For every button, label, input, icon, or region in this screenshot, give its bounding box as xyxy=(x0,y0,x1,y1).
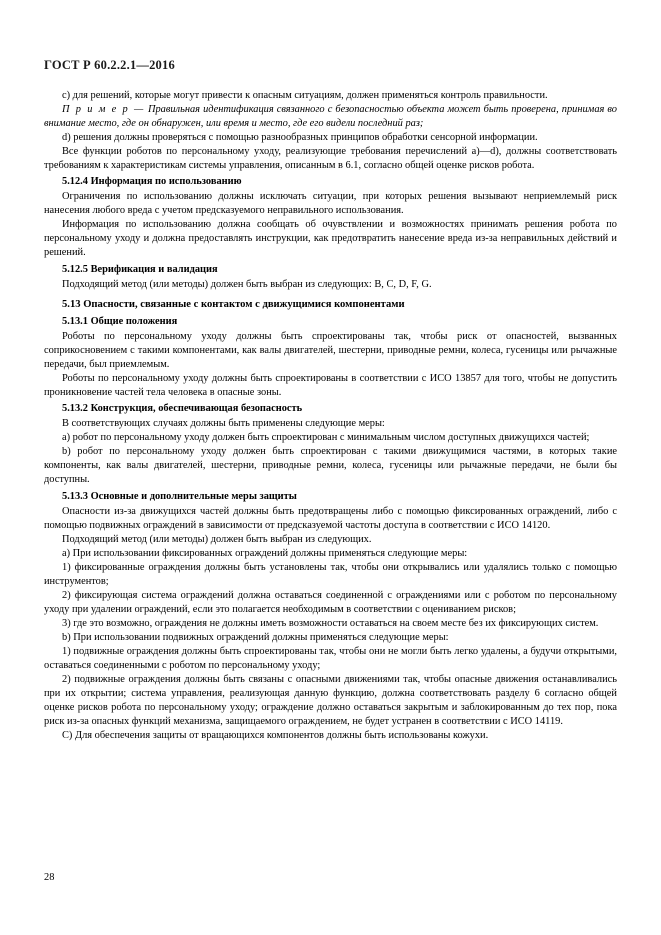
body-paragraph: Роботы по персональному уходу должны быть спроектированы в соответствии с ИСО 13857 для того, чтобы не допустить проникновение частей тела человека в опасные зоны. xyxy=(44,372,617,398)
body-paragraph: Роботы по персональному уходу должны быть спроектированы так, чтобы риск от опасностей, вызванных соприкосновением с такими компонентами, как валы двигателей, шестерни, приводные ремни, колеса, гусеницы или рычажные передачи, был приемлемым. xyxy=(44,331,617,370)
page-number: 28 xyxy=(44,872,55,883)
body-paragraph: В соответствующих случаях должны быть применены следующие меры: xyxy=(62,418,385,430)
body-paragraph: b) При использовании подвижных ограждений должны применяться следующие меры: xyxy=(62,631,449,643)
body-paragraph: c) для решений, которые могут привести к опасным ситуациям, должен применяться контроль правильности. xyxy=(62,90,548,101)
document-body xyxy=(44,89,617,743)
body-paragraph: C) Для обеспечения защиты от вращающихся компонентов должны быть использованы кожухи. xyxy=(62,729,489,741)
body-paragraph: Подходящий метод (или методы) должен быть выбран из следующих: B, C, D, F, G. xyxy=(62,278,432,290)
body-paragraph: 2) подвижные ограждения должны быть связаны с опасными движениями так, чтобы опасные движения останавливались при их открытии; система управления, реализующая данную функцию, должна соответствовать разделу 6 согласно общей оценке рисков робота по персональному уходу; ограждение должно оставаться закрытым и заблокированным до тех пор, пока риск из-за опасных функций механизма, защищаемого ограждением, не будет устранен в соответствии с ИСО 14119. xyxy=(44,673,617,727)
body-paragraph: Ограничения по использованию должны исключать ситуации, при которых решения вызывают неприемлемый риск нанесения любого вреда с учетом предсказуемого неправильного использования. xyxy=(44,191,617,217)
section-heading: 5.13.2 Конструкция, обеспечивающая безопасность xyxy=(62,403,303,415)
example-paragraph xyxy=(44,103,617,131)
page-header: ГОСТ Р 60.2.2.1—2016 xyxy=(44,58,175,72)
body-paragraph: Опасности из-за движущихся частей должны быть предотвращены либо с помощью фиксированных ограждений, либо с помощью подвижных ограждений в зависимости от предсказуемой частоты доступа в соответствии с ИСО 14120. xyxy=(44,505,617,531)
body-paragraph: a) робот по персональному уходу должен быть спроектирован с минимальным числом доступных движущихся частей; xyxy=(62,432,590,444)
section-heading: 5.12.5 Верификация и валидация xyxy=(62,263,218,275)
section-heading-main: 5.13 Опасности, связанные с контактом с движущимися компонентами xyxy=(62,298,405,310)
body-paragraph: a) При использовании фиксированных ограждений должны применяться следующие меры: xyxy=(62,547,468,559)
body-paragraph: d) решения должны проверяться с помощью разнообразных принципов обработки сенсорной информации. xyxy=(62,131,538,143)
example-label: П р и м е р — xyxy=(62,103,145,115)
body-paragraph: 2) фиксирующая система ограждений должна оставаться соединенной с ограждениями или с роботом по персональному уходу при удалении ограждений, если это полагается необходимым в соответствии с оцениванием рисков; xyxy=(44,589,617,615)
example-text: Правильная идентификация связанного с безопасностью объекта может быть проверена, принимая во внимание место, где он обнаружен, или время и место, где его видели последний раз; xyxy=(44,103,617,129)
body-paragraph: Все функции роботов по персональному уходу, реализующие требования перечислений а)—d), должны соответствовать требованиям к характеристикам системы управления, описанным в 6.1, согласно общей оценке рисков робота. xyxy=(44,145,617,171)
body-paragraph: 3) где это возможно, ограждения не должны иметь возможности оставаться на своем месте без их фиксирующих систем. xyxy=(62,617,599,629)
body-paragraph: Информация по использованию должна сообщать об очувствлении и возможностях принимать решения робота по персональному уходу и должна предоставлять инструкции, как предотвратить нанесение вреда из-за неправильных действий и решений. xyxy=(44,219,617,259)
section-heading: 5.13.1 Общие положения xyxy=(62,316,178,328)
body-paragraph: 1) фиксированные ограждения должны быть установлены так, чтобы они открывались или удалялись только с помощью инструментов; xyxy=(44,561,617,587)
body-paragraph: Подходящий метод (или методы) должен быть выбран из следующих. xyxy=(62,533,372,545)
section-heading: 5.12.4 Информация по использованию xyxy=(62,176,242,188)
section-heading: 5.13.3 Основные и дополнительные меры защиты xyxy=(62,490,297,502)
body-paragraph: b) робот по персональному уходу должен быть спроектирован с такими движущимися частями, в которых такие компоненты, как валы двигателей, шестерни, приводные ремни, колеса, гусеницы или рычажные передачи, не были бы доступны. xyxy=(44,446,617,486)
body-paragraph: 1) подвижные ограждения должны быть спроектированы так, чтобы они не могли быть легко удалены, а будучи открытыми, оставаться соединенными с роботом по персональному уходу; xyxy=(44,645,617,671)
